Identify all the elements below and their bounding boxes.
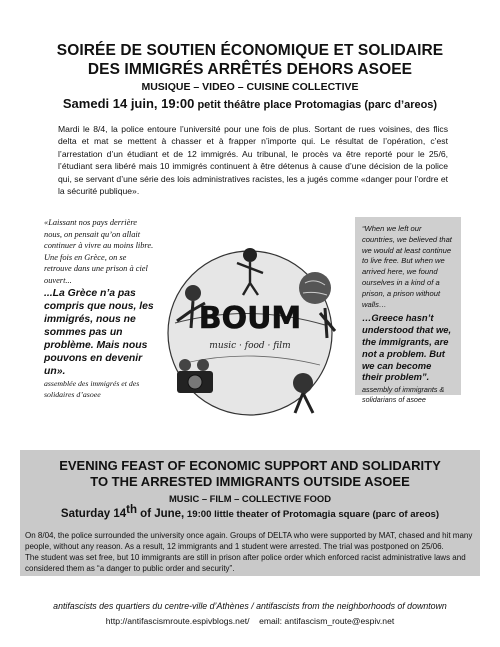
- quote-left-intro: «Laissant nos pays derrière nous, on pensait qu’on allait continuer à vivre au moins libre. Une fois en Grèce, on se retrouve dans une prison à ciel ouvert...: [44, 218, 154, 285]
- french-date: [0, 96, 500, 111]
- french-title-line1: SOIRÉE DE SOUTIEN ÉCONOMIQUE ET SOLIDAIRE: [56, 42, 444, 59]
- quote-left: [44, 217, 154, 400]
- quote-left-signature: assemblée des immigrés et des solidaires d’asoee: [44, 378, 140, 399]
- boum-poster-illustration: [155, 233, 345, 423]
- footer-email-label: email:: [259, 616, 283, 626]
- boum-poster-svg: [155, 233, 345, 423]
- french-title: [0, 41, 500, 79]
- poster-boum-word: BOUM: [198, 301, 302, 336]
- quote-left-bold: ...La Grèce n’a pas compris que nous, les immigrés, nous ne sommes pas un problème. Mais nous pouvons en devenir un».: [44, 287, 154, 377]
- french-date-place: petit théâtre place Protomagias (parc d’areos): [194, 99, 438, 111]
- footer-email-link[interactable]: antifascism_route@espiv.net: [284, 616, 395, 626]
- french-subtitle: MUSIQUE – VIDEO – CUISINE COLLECTIVE: [141, 81, 359, 93]
- french-title-line2: DES IMMIGRÉS ARRÊTÉS DEHORS ASOEE: [87, 61, 413, 78]
- english-date: [20, 503, 480, 520]
- french-date-main: Samedi 14 juin, 19:00: [62, 96, 195, 111]
- english-date-place: 19:00 little theater of Protomagia square (parc of areos): [184, 509, 440, 520]
- english-title-line2: TO THE ARRESTED IMMIGRANTS OUTSIDE ASOEE: [90, 474, 410, 489]
- english-date-day: Saturday 14: [60, 508, 127, 520]
- quote-right-signature: assembly of immigrants & solidarians of asoee: [362, 385, 445, 404]
- english-title: [20, 458, 480, 490]
- english-body-p1: On 8/04, the police surrounded the university once again. Groups of DELTA who were supported by MAT, chased and hit many people, without any reason. As a result, 12 immigrants and 1 student were arrested. The trial was postponed on 25/06.: [25, 531, 473, 551]
- footer-contacts: [0, 616, 500, 626]
- quote-right-bold: …Greece hasn’t understood that we, the immigrants, are not a problem. But we can become their problem”.: [362, 312, 452, 383]
- french-body-text: Mardi le 8/4, la police entoure l’université pour une fois de plus. Sortant de rues voisines, des flics delta et mat se mettent à chasser et à frapper n’importe qui. Le résultat de l’opération, c’est l’arrestation d’un étudiant et de 12 immigrés. Au tribunal, le procès va être reporté pour le 25/6, l’étudiant sera libéré mais 10 immigrés continuent à être détenus à cause d’une décision de la police qui, se servant d’une série des lois administratives racistes, les a jugés comme «danger pour l’ordre et la sécurité publique».: [58, 124, 448, 197]
- english-date-month: of June,: [136, 508, 185, 520]
- poster-tagline: music · food · film: [209, 341, 291, 351]
- footer-signature: antifascists des quartiers du centre-ville d’Athènes / antifascists from the neighborhoods of downtown: [53, 601, 447, 611]
- english-body-p2: The student was set free, but 10 immigrants are still in prison after police order which enforced racist administrative laws and considered them as “a danger to public order and security”.: [25, 553, 466, 573]
- english-subtitle: MUSIC – FILM – COLLECTIVE FOOD: [169, 493, 331, 504]
- footer-url-link[interactable]: http://antifascismroute.espivblogs.net/: [105, 616, 250, 626]
- quote-right-box: [355, 217, 461, 404]
- english-body-text: [25, 530, 475, 574]
- english-date-sup: th: [126, 503, 137, 516]
- english-title-line1: EVENING FEAST OF ECONOMIC SUPPORT AND SOLIDARITY: [59, 458, 441, 473]
- quote-right-intro: “When we left our countries, we believed that we would at least continue to live free. But when we arrived here, we found ourselves in a kind of a prison, a prison without walls…: [362, 224, 452, 309]
